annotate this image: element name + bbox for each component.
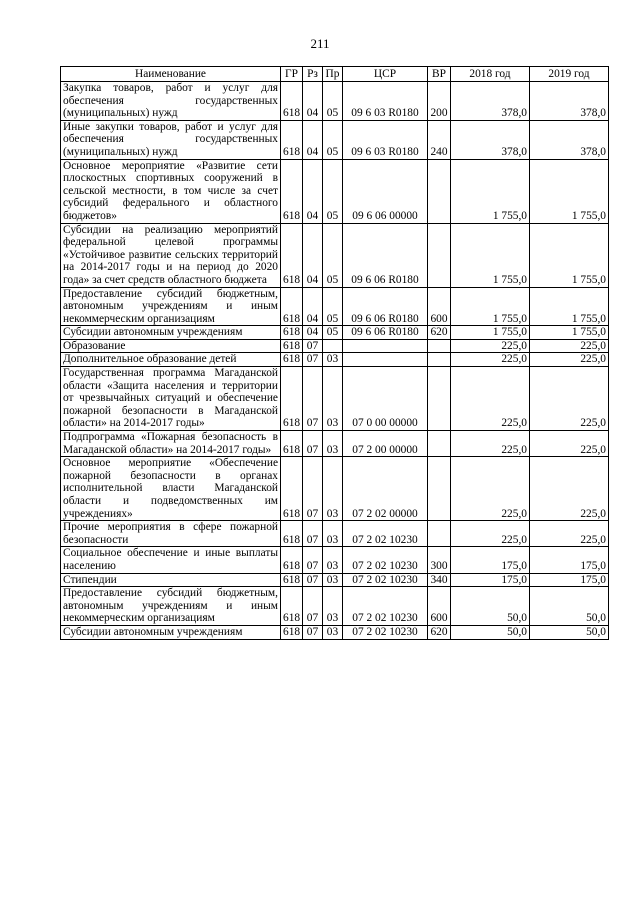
row-gr: 618: [281, 547, 303, 573]
row-pr: 03: [323, 367, 343, 431]
row-csr: [343, 339, 428, 353]
row-gr: 618: [281, 339, 303, 353]
row-amount-2019: 1 755,0: [530, 326, 609, 340]
row-rz: 04: [303, 159, 323, 223]
row-gr: 618: [281, 120, 303, 159]
row-rz: 04: [303, 120, 323, 159]
col-header-pr: Пр: [323, 67, 343, 82]
row-rz: 07: [303, 521, 323, 547]
row-csr: 07 2 02 00000: [343, 457, 428, 521]
row-rz: 04: [303, 287, 323, 326]
row-rz: 07: [303, 353, 323, 367]
row-rz: 07: [303, 457, 323, 521]
col-header-csr: ЦСР: [343, 67, 428, 82]
row-amount-2019: 225,0: [530, 339, 609, 353]
row-name: Образование: [61, 339, 281, 353]
table-row: [61, 367, 609, 431]
row-rz: 04: [303, 82, 323, 121]
row-vr: [428, 431, 451, 457]
row-pr: 03: [323, 431, 343, 457]
table-row: [61, 625, 609, 639]
row-amount-2018: 50,0: [451, 625, 530, 639]
row-name: Основное мероприятие «Обеспечение пожарной безопасности в органах исполнительной власти Магаданской области и подведомственных им учреждениях»: [61, 457, 281, 521]
row-rz: 07: [303, 431, 323, 457]
table-row: [61, 326, 609, 340]
row-amount-2019: 50,0: [530, 587, 609, 626]
row-name: Дополнительное образование детей: [61, 353, 281, 367]
row-pr: 03: [323, 521, 343, 547]
row-amount-2019: 1 755,0: [530, 159, 609, 223]
row-name: Субсидии автономным учреждениям: [61, 625, 281, 639]
row-gr: 618: [281, 353, 303, 367]
row-gr: 618: [281, 159, 303, 223]
row-amount-2019: 50,0: [530, 625, 609, 639]
row-name: Государственная программа Магаданской области «Защита населения и территории от чрезвычайных ситуаций и обеспечение пожарной безопасности в Магаданской области» на 2014-2017 годы»: [61, 367, 281, 431]
row-vr: [428, 353, 451, 367]
row-name: Предоставление субсидий бюджетным, автономным учреждениям и иным некоммерческим организациям: [61, 287, 281, 326]
row-amount-2018: 225,0: [451, 367, 530, 431]
row-pr: 05: [323, 120, 343, 159]
row-name: Субсидии на реализацию мероприятий федеральной целевой программы «Устойчивое развитие сельских территорий на 2014-2017 годы и на период до 2020 года» за счет средств областного бюджета: [61, 223, 281, 287]
row-gr: 618: [281, 521, 303, 547]
row-vr: [428, 159, 451, 223]
row-rz: 07: [303, 587, 323, 626]
row-vr: [428, 223, 451, 287]
row-vr: 620: [428, 625, 451, 639]
row-pr: 03: [323, 625, 343, 639]
budget-table: [60, 66, 609, 640]
row-rz: 07: [303, 367, 323, 431]
row-amount-2019: 175,0: [530, 573, 609, 587]
row-name: Социальное обеспечение и иные выплаты населению: [61, 547, 281, 573]
row-name: Закупка товаров, работ и услуг для обеспечения государственных (муниципальных) нужд: [61, 82, 281, 121]
table-header-row: [61, 67, 609, 82]
row-vr: [428, 339, 451, 353]
row-amount-2018: 1 755,0: [451, 326, 530, 340]
row-gr: 618: [281, 625, 303, 639]
table-row: [61, 457, 609, 521]
row-gr: 618: [281, 587, 303, 626]
row-amount-2019: 225,0: [530, 353, 609, 367]
row-rz: 04: [303, 326, 323, 340]
row-csr: 09 6 03 R0180: [343, 120, 428, 159]
row-vr: 340: [428, 573, 451, 587]
row-vr: 300: [428, 547, 451, 573]
table-row: [61, 521, 609, 547]
row-name: Прочие мероприятия в сфере пожарной безопасности: [61, 521, 281, 547]
table-row: [61, 82, 609, 121]
row-gr: 618: [281, 287, 303, 326]
row-rz: 07: [303, 547, 323, 573]
table-row: [61, 223, 609, 287]
row-amount-2018: 378,0: [451, 120, 530, 159]
row-name: Основное мероприятие «Развитие сети плоскостных спортивных сооружений в сельской местности, в том числе за счет субсидий федерального и областного бюджетов»: [61, 159, 281, 223]
row-csr: 07 0 00 00000: [343, 367, 428, 431]
page-number: 211: [310, 36, 330, 51]
row-csr: 07 2 02 10230: [343, 547, 428, 573]
row-vr: 600: [428, 287, 451, 326]
row-pr: 03: [323, 547, 343, 573]
row-gr: 618: [281, 573, 303, 587]
row-vr: 620: [428, 326, 451, 340]
row-pr: 05: [323, 159, 343, 223]
row-amount-2018: 378,0: [451, 82, 530, 121]
table-row: [61, 587, 609, 626]
table-row: [61, 353, 609, 367]
row-amount-2019: 225,0: [530, 521, 609, 547]
row-csr: 09 6 06 R0180: [343, 223, 428, 287]
row-vr: 200: [428, 82, 451, 121]
row-amount-2019: 225,0: [530, 457, 609, 521]
row-csr: 07 2 02 10230: [343, 521, 428, 547]
row-amount-2019: 225,0: [530, 431, 609, 457]
row-rz: 04: [303, 223, 323, 287]
row-gr: 618: [281, 326, 303, 340]
row-pr: 05: [323, 287, 343, 326]
row-amount-2018: 1 755,0: [451, 159, 530, 223]
row-name: Субсидии автономным учреждениям: [61, 326, 281, 340]
col-header-vr: ВР: [428, 67, 451, 82]
table-row: [61, 120, 609, 159]
row-amount-2018: 1 755,0: [451, 287, 530, 326]
row-pr: 05: [323, 82, 343, 121]
row-amount-2019: 175,0: [530, 547, 609, 573]
table-row: [61, 287, 609, 326]
row-amount-2018: 175,0: [451, 573, 530, 587]
row-rz: 07: [303, 339, 323, 353]
row-amount-2018: 1 755,0: [451, 223, 530, 287]
row-amount-2018: 225,0: [451, 353, 530, 367]
row-gr: 618: [281, 223, 303, 287]
row-amount-2018: 225,0: [451, 339, 530, 353]
row-csr: 07 2 02 10230: [343, 573, 428, 587]
row-csr: 07 2 02 10230: [343, 587, 428, 626]
row-name: Стипендии: [61, 573, 281, 587]
row-pr: 05: [323, 326, 343, 340]
row-amount-2018: 50,0: [451, 587, 530, 626]
row-vr: 240: [428, 120, 451, 159]
col-header-rz: Рз: [303, 67, 323, 82]
row-rz: 07: [303, 625, 323, 639]
row-amount-2018: 225,0: [451, 521, 530, 547]
row-csr: 07 2 02 10230: [343, 625, 428, 639]
row-amount-2018: 175,0: [451, 547, 530, 573]
col-header-2018: 2018 год: [451, 67, 530, 82]
row-amount-2018: 225,0: [451, 431, 530, 457]
row-vr: [428, 521, 451, 547]
col-header-gr: ГР: [281, 67, 303, 82]
row-amount-2019: 225,0: [530, 367, 609, 431]
row-pr: 03: [323, 457, 343, 521]
row-gr: 618: [281, 431, 303, 457]
row-vr: 600: [428, 587, 451, 626]
table-row: [61, 159, 609, 223]
row-pr: 03: [323, 587, 343, 626]
row-pr: 03: [323, 353, 343, 367]
table-row: [61, 339, 609, 353]
row-csr: 09 6 06 R0180: [343, 287, 428, 326]
row-pr: [323, 339, 343, 353]
row-csr: 09 6 06 00000: [343, 159, 428, 223]
row-csr: 09 6 06 R0180: [343, 326, 428, 340]
col-header-2019: 2019 год: [530, 67, 609, 82]
row-csr: 07 2 00 00000: [343, 431, 428, 457]
table-row: [61, 431, 609, 457]
row-pr: 05: [323, 223, 343, 287]
col-header-name: Наименование: [61, 67, 281, 82]
row-gr: 618: [281, 457, 303, 521]
row-gr: 618: [281, 367, 303, 431]
row-amount-2019: 378,0: [530, 120, 609, 159]
row-name: Подпрограмма «Пожарная безопасность в Магаданской области» на 2014-2017 годы»: [61, 431, 281, 457]
table-row: [61, 547, 609, 573]
row-amount-2018: 225,0: [451, 457, 530, 521]
row-amount-2019: 1 755,0: [530, 287, 609, 326]
row-csr: 09 6 03 R0180: [343, 82, 428, 121]
row-csr: [343, 353, 428, 367]
row-name: Иные закупки товаров, работ и услуг для обеспечения государственных (муниципальных) нужд: [61, 120, 281, 159]
row-vr: [428, 367, 451, 431]
row-vr: [428, 457, 451, 521]
row-amount-2019: 378,0: [530, 82, 609, 121]
row-name: Предоставление субсидий бюджетным, автономным учреждениям и иным некоммерческим организациям: [61, 587, 281, 626]
row-amount-2019: 1 755,0: [530, 223, 609, 287]
row-rz: 07: [303, 573, 323, 587]
table-row: [61, 573, 609, 587]
row-gr: 618: [281, 82, 303, 121]
row-pr: 03: [323, 573, 343, 587]
